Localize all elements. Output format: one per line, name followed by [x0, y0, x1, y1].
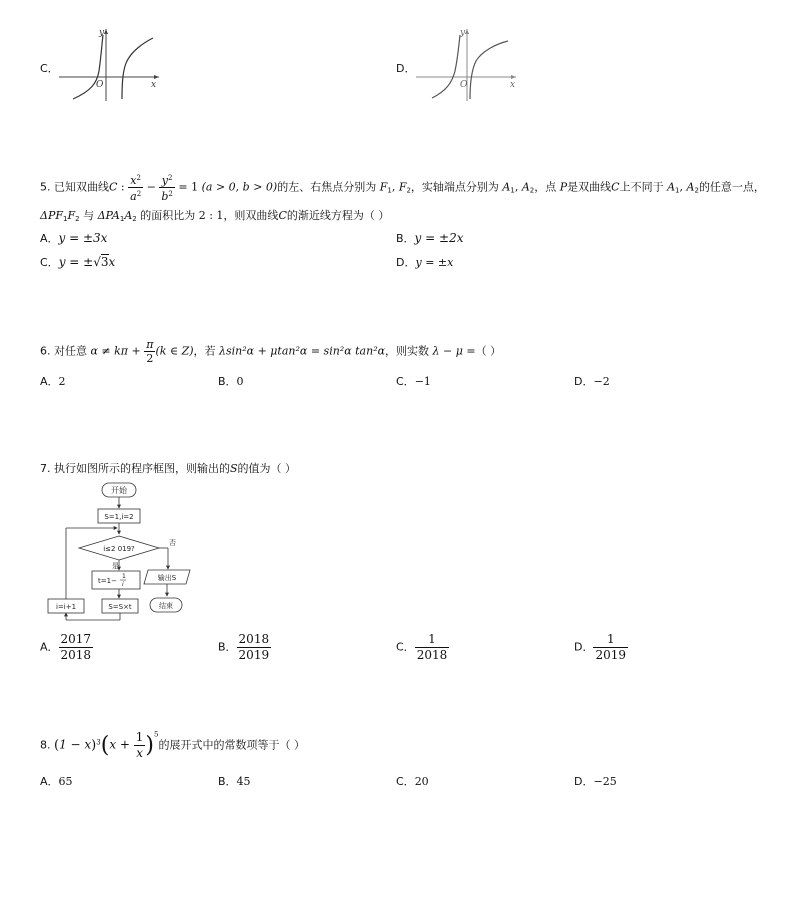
q8-option-b[interactable]: B．45	[218, 775, 251, 788]
q5-frac-y: $\frac{y^2}{b^2}$	[161, 174, 173, 203]
flow-decision-text: i≤2 019?	[103, 545, 135, 553]
q8-option-d[interactable]: D．−25	[574, 775, 617, 788]
flow-output-text: 输出S	[157, 574, 177, 582]
q7-option-a[interactable]: A． $\frac{2017}{2018}$	[40, 632, 92, 662]
graph-d-x-label: x	[510, 80, 516, 90]
q8-stem: 8. $(1 - x)^3(x$ + $\frac{1}{x}$ )$^5$的展开式中的常数项等于（ ）	[40, 730, 305, 760]
q6-option-c[interactable]: C．−1	[396, 375, 431, 388]
graph-d-y-label: y	[460, 28, 466, 38]
flow-end-text: 结束	[159, 602, 173, 610]
flow-start-text: 开始	[111, 486, 127, 495]
q7-number: 7.	[40, 462, 54, 475]
q7-stem: 7. 执行如图所示的程序框图，则输出的S的值为（ ）	[40, 462, 297, 475]
q8-option-c[interactable]: C．20	[396, 775, 429, 788]
q6-number: 6.	[40, 344, 54, 358]
q5-frac-x: $\frac{x^2}{a^2}$	[130, 174, 142, 203]
flow-no-label: 否	[169, 539, 176, 547]
graph-c-origin-label: O	[96, 80, 104, 90]
q6-option-a[interactable]: A．2	[40, 375, 66, 388]
graph-d-origin-label: O	[460, 80, 468, 90]
option-d-label: D．	[396, 62, 416, 75]
flow-mult-text: S=S×t	[108, 603, 132, 611]
graph-c-y-label: y	[99, 28, 105, 38]
q8-number: 8.	[40, 738, 54, 752]
q7-option-c[interactable]: C． $\frac{1}{2018}$	[396, 632, 448, 662]
q7-option-d[interactable]: D． $\frac{1}{2019}$	[574, 632, 627, 662]
graph-d	[412, 25, 522, 105]
q5-line2: $\Delta PF_1F_2$ 与 $\Delta PA_1A_2$ 的面积比为 2 : 1，则双曲线C的渐近线方程为（ ）	[40, 209, 390, 223]
flow-init-text: S=1,i=2	[104, 513, 134, 521]
q6-stem: 6. 对任意 α ≠ kπ + $\frac{\pi}{2}$ (k ∈ Z)，若 λsin²α + μtan²α = sin²α tan²α，则实数 λ − μ =（ ）	[40, 338, 502, 365]
q6-frac-pi: $\frac{\pi}{2}$	[146, 338, 154, 365]
q5-option-a[interactable]: A．y = ±3x	[40, 231, 108, 245]
svg-text:1: 1	[122, 573, 126, 580]
graph-c	[55, 25, 165, 105]
q5-option-d[interactable]: D．y = ±x	[396, 256, 454, 269]
svg-text:i: i	[122, 581, 124, 588]
q6-option-b[interactable]: B．0	[218, 375, 244, 388]
flow-yes-label: 是	[112, 562, 119, 570]
q6-option-d[interactable]: D．−2	[574, 375, 610, 388]
q5-number: 5.	[40, 180, 54, 194]
option-c-label: C．	[40, 62, 59, 75]
flow-inc-text: i=i+1	[55, 603, 77, 611]
q8-option-a[interactable]: A．65	[40, 775, 73, 788]
q5-option-c[interactable]: C．y = ±√3x	[40, 255, 116, 269]
q5-option-b[interactable]: B．y = ±2x	[396, 231, 464, 245]
graph-c-x-label: x	[151, 80, 157, 90]
flow-assign-text: t=1−	[98, 577, 117, 585]
q7-option-b[interactable]: B． $\frac{2018}{2019}$	[218, 632, 270, 662]
q5-line1: 5. 已知双曲线C : $\frac{x^2}{a^2}$ − $\frac{y^2}{b^2}$ = 1 (a > 0, b > 0)的左、右焦点分别为 $F_1$, $F_2$，实轴端点分别为 $A_1$, $A_2$，点 P是双曲线C上不同于 $A_1$, $A_2$的任意一点，	[40, 174, 765, 203]
flowchart	[40, 478, 200, 626]
